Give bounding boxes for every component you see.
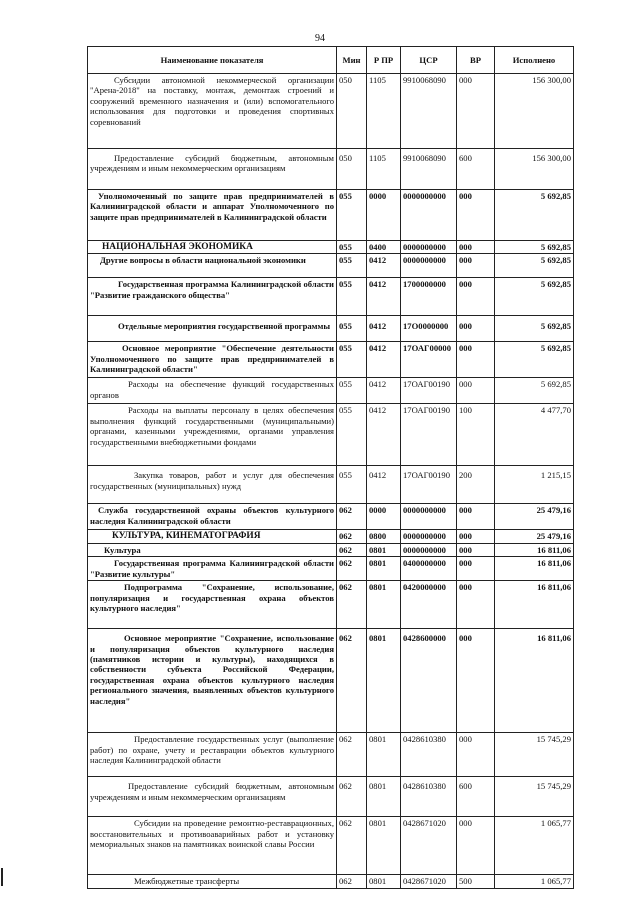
row-name: Предоставление субсидий бюджетным, автономным учреждениям и иным некоммерческим организациям: [90, 781, 334, 802]
table-row: [88, 378, 574, 404]
row-csr: 0428671020: [401, 875, 457, 888]
row-min: 062: [337, 530, 367, 543]
row-name: Служба государственной охраны объектов культурного наследия Калининградской области: [90, 505, 334, 526]
row-min: 055: [337, 378, 367, 404]
row-rpr: 0801: [367, 777, 401, 817]
row-vr: 600: [457, 777, 495, 817]
row-sum: 1 065,77: [495, 817, 574, 875]
row-csr: 0000000000: [401, 543, 457, 556]
row-name: Культура: [104, 544, 141, 555]
table-row: [88, 254, 574, 278]
row-rpr: 0801: [367, 557, 401, 581]
row-rpr: 0801: [367, 581, 401, 629]
row-csr: 17ОАГ00190: [401, 466, 457, 504]
row-sum: 1 065,77: [495, 875, 574, 888]
row-min: 055: [337, 316, 367, 342]
row-sum: 5 692,85: [495, 190, 574, 241]
row-sum: 16 811,06: [495, 557, 574, 581]
row-rpr: 0412: [367, 342, 401, 378]
row-csr: 0000000000: [401, 530, 457, 543]
row-min: 062: [337, 581, 367, 629]
row-csr: 0420000000: [401, 581, 457, 629]
row-name: Субсидии на проведение ремонтно-реставрационных, восстановительных и противоаварийных работ и установку мемориальных знаков на памятниках воинской славы России: [90, 818, 334, 850]
row-csr: 17ОАГ00000: [401, 342, 457, 378]
row-vr: 000: [457, 254, 495, 278]
report-table: [87, 46, 574, 889]
row-min: 050: [337, 74, 367, 149]
row-name: Расходы на обеспечение функций государственных органов: [90, 379, 334, 400]
row-name: Расходы на выплаты персоналу в целях обеспечения выполнения функций государственными (муниципальными) органами, казенными учреждениями, органами управления государственными внебюджетными фондами: [90, 405, 334, 447]
row-sum: 156 300,00: [495, 74, 574, 149]
row-csr: 0428610380: [401, 777, 457, 817]
row-name: Основное мероприятие "Сохранение, использование и популяризация объектов культурного наследия (памятников истории и культуры), находящихся в собственности субъекта Российской Федерации, государственная охрана объектов культурного наследия регионального значения, выявленных объектов культурного наследия": [90, 633, 334, 706]
row-sum: 16 811,06: [495, 629, 574, 733]
row-vr: 000: [457, 504, 495, 530]
row-csr: 9910068090: [401, 74, 457, 149]
row-vr: 000: [457, 316, 495, 342]
table-row: [88, 557, 574, 581]
row-name: Отдельные мероприятия государственной программы: [118, 321, 331, 332]
table-header-row: [88, 47, 574, 74]
row-vr: 500: [457, 875, 495, 888]
row-min: 062: [337, 817, 367, 875]
row-min: 062: [337, 875, 367, 888]
row-csr: 0000000000: [401, 254, 457, 278]
row-sum: 5 692,85: [495, 342, 574, 378]
row-min: 062: [337, 557, 367, 581]
row-rpr: 0412: [367, 378, 401, 404]
row-name: КУЛЬТУРА, КИНЕМАТОГРАФИЯ: [112, 531, 261, 542]
row-rpr: 0412: [367, 254, 401, 278]
header-sum: Исполнено: [495, 47, 574, 74]
row-vr: 000: [457, 817, 495, 875]
table-row: [88, 74, 574, 149]
row-rpr: 0412: [367, 404, 401, 466]
row-name: Предоставление субсидий бюджетным, автономным учреждениям и иным некоммерческим организациям: [90, 153, 334, 174]
row-min: 062: [337, 733, 367, 777]
row-name: НАЦИОНАЛЬНАЯ ЭКОНОМИКА: [102, 242, 253, 252]
scan-edge-mark: [1, 868, 3, 886]
row-name: Межбюджетные трансферты: [134, 876, 240, 887]
row-sum: 15 745,29: [495, 733, 574, 777]
row-name: Основное мероприятие "Обеспечение деятельности Уполномоченного по защите прав предпринимателей в Калининградской области": [90, 343, 334, 375]
row-min: 055: [337, 466, 367, 504]
page-number: 94: [315, 33, 325, 44]
row-vr: 000: [457, 190, 495, 241]
row-sum: 1 215,15: [495, 466, 574, 504]
table-row: [88, 733, 574, 777]
header-vr: ВР: [457, 47, 495, 74]
row-rpr: 0801: [367, 629, 401, 733]
row-rpr: 0801: [367, 733, 401, 777]
header-rpr: Р ПР: [367, 47, 401, 74]
table-row: [88, 342, 574, 378]
header-min: Мин: [337, 47, 367, 74]
row-sum: 5 692,85: [495, 254, 574, 278]
table-row: [88, 629, 574, 733]
row-vr: 000: [457, 378, 495, 404]
row-rpr: 0000: [367, 504, 401, 530]
table-row: [88, 404, 574, 466]
table-row: [88, 316, 574, 342]
row-csr: 0400000000: [401, 557, 457, 581]
row-sum: 5 692,85: [495, 241, 574, 254]
table-row: [88, 817, 574, 875]
row-vr: 000: [457, 629, 495, 733]
header-csr: ЦСР: [401, 47, 457, 74]
row-name: Предоставление государственных услуг (выполнение работ) по охране, учету и реставрации объектов культурного наследия Калининградской области: [90, 734, 334, 766]
row-rpr: 0400: [367, 241, 401, 254]
table-row: [88, 190, 574, 241]
row-min: 055: [337, 254, 367, 278]
row-sum: 25 479,16: [495, 530, 574, 543]
row-csr: 0428610380: [401, 733, 457, 777]
row-sum: 15 745,29: [495, 777, 574, 817]
table-row: [88, 241, 574, 254]
header-name: Наименование показателя: [88, 47, 337, 74]
table-row: [88, 543, 574, 556]
row-rpr: 1105: [367, 149, 401, 190]
row-vr: 000: [457, 543, 495, 556]
row-min: 062: [337, 543, 367, 556]
table-row: [88, 466, 574, 504]
row-sum: 4 477,70: [495, 404, 574, 466]
row-vr: 000: [457, 74, 495, 149]
row-sum: 25 479,16: [495, 504, 574, 530]
table-row: [88, 530, 574, 543]
row-csr: 0000000000: [401, 504, 457, 530]
row-sum: 5 692,85: [495, 278, 574, 316]
row-vr: 200: [457, 466, 495, 504]
row-name: Закупка товаров, работ и услуг для обеспечения государственных (муниципальных) нужд: [90, 470, 334, 491]
row-min: 055: [337, 190, 367, 241]
row-vr: 000: [457, 278, 495, 316]
row-rpr: 0412: [367, 278, 401, 316]
row-csr: 0428671020: [401, 817, 457, 875]
row-name: Подпрограмма "Сохранение, использование, популяризация и государственная охрана объектов культурного наследия": [90, 582, 334, 614]
row-vr: 000: [457, 530, 495, 543]
row-vr: 000: [457, 342, 495, 378]
row-csr: 17ОАГ00190: [401, 378, 457, 404]
row-name: Уполномоченный по защите прав предпринимателей в Калининградской области и аппарат Уполномоченного по защите прав предпринимателей в Калининградской области: [90, 191, 334, 222]
row-sum: 5 692,85: [495, 378, 574, 404]
row-vr: 000: [457, 733, 495, 777]
row-csr: 17О0000000: [401, 316, 457, 342]
row-rpr: 0801: [367, 543, 401, 556]
row-rpr: 0412: [367, 316, 401, 342]
table-row: [88, 278, 574, 316]
row-rpr: 0000: [367, 190, 401, 241]
table-row: [88, 149, 574, 190]
row-min: 055: [337, 404, 367, 466]
row-csr: 9910068090: [401, 149, 457, 190]
row-name: Субсидии автономной некоммерческой организации "Арена-2018" на поставку, монтаж, демонтаж строений и сооружений временного назначения и (или) вспомогательного использования для подготовки и проведения спортивных соревнований: [90, 75, 334, 127]
row-min: 055: [337, 342, 367, 378]
row-rpr: 0801: [367, 817, 401, 875]
row-csr: 17ОАГ00190: [401, 404, 457, 466]
row-rpr: 0412: [367, 466, 401, 504]
row-min: 055: [337, 278, 367, 316]
table-row: [88, 777, 574, 817]
row-rpr: 0801: [367, 875, 401, 888]
row-csr: 0000000000: [401, 190, 457, 241]
row-rpr: 1105: [367, 74, 401, 149]
row-csr: 0428600000: [401, 629, 457, 733]
row-rpr: 0800: [367, 530, 401, 543]
row-min: 062: [337, 629, 367, 733]
row-sum: 16 811,06: [495, 543, 574, 556]
row-sum: 16 811,06: [495, 581, 574, 629]
row-sum: 5 692,85: [495, 316, 574, 342]
row-vr: 000: [457, 241, 495, 254]
row-vr: 000: [457, 581, 495, 629]
row-csr: 1700000000: [401, 278, 457, 316]
row-name: Государственная программа Калининградской области "Развитие культуры": [90, 558, 334, 579]
row-sum: 156 300,00: [495, 149, 574, 190]
row-min: 055: [337, 241, 367, 254]
row-min: 062: [337, 777, 367, 817]
row-csr: 0000000000: [401, 241, 457, 254]
row-vr: 600: [457, 149, 495, 190]
table-row: [88, 875, 574, 888]
table-row: [88, 504, 574, 530]
row-min: 062: [337, 504, 367, 530]
row-min: 050: [337, 149, 367, 190]
row-name: Государственная программа Калининградской области "Развитие гражданского общества": [90, 279, 334, 300]
row-name: Другие вопросы в области национальной экономики: [100, 255, 306, 266]
row-vr: 100: [457, 404, 495, 466]
row-vr: 000: [457, 557, 495, 581]
table-row: [88, 581, 574, 629]
